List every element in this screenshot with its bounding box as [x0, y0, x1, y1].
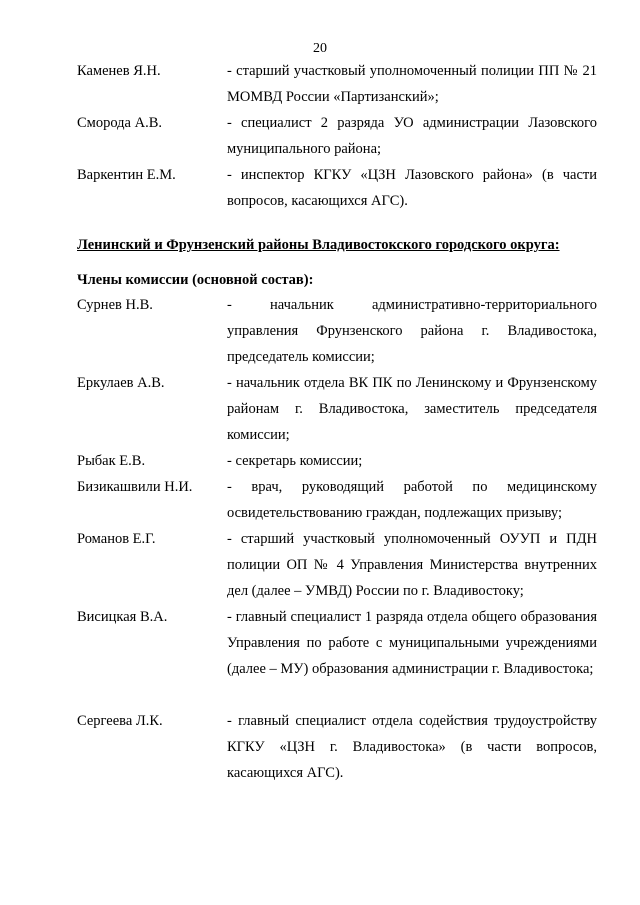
commission-members-list	[77, 292, 597, 786]
list-item	[77, 110, 597, 162]
member-name: Варкентин Е.М.	[77, 167, 176, 183]
list-item	[77, 292, 597, 370]
member-description: - специалист 2 разряда УО администрации Лазовского муниципального района;	[227, 115, 597, 157]
list-item	[77, 604, 597, 708]
top-entries-list	[77, 58, 597, 214]
member-description: - секретарь комиссии;	[227, 453, 363, 469]
member-description: - начальник административно-территориального управления Фрунзенского района г. Владивостока, председатель комиссии;	[227, 297, 597, 365]
member-name: Сурнев Н.В.	[77, 297, 153, 313]
member-name: Еркулаев А.В.	[77, 375, 165, 391]
list-item	[77, 370, 597, 448]
member-description: - инспектор КГКУ «ЦЗН Лазовского района» (в части вопросов, касающихся АГС).	[227, 167, 597, 209]
member-name: Каменев Я.Н.	[77, 63, 161, 79]
member-name: Романов Е.Г.	[77, 531, 156, 547]
member-description: - старший участковый уполномоченный полиции ПП № 21 МОМВД России «Партизанский»;	[227, 63, 597, 105]
member-name: Сергеева Л.К.	[77, 713, 163, 729]
list-item	[77, 708, 597, 786]
list-item	[77, 474, 597, 526]
member-description: - старший участковый уполномоченный ОУУП и ПДН полиции ОП № 4 Управления Министерства внутренних дел (далее – УМВД) России по г. Владивостоку;	[227, 531, 597, 599]
member-description: - начальник отдела ВК ПК по Ленинскому и Фрунзенскому районам г. Владивостока, заместитель председателя комиссии;	[227, 375, 597, 443]
member-name: Бизикашвили Н.И.	[77, 479, 193, 495]
member-name: Рыбак Е.В.	[77, 453, 146, 469]
list-item	[77, 58, 597, 110]
list-item	[77, 448, 597, 474]
member-name: Висицкая В.А.	[77, 609, 168, 625]
list-item	[77, 526, 597, 604]
member-name: Сморода А.В.	[77, 115, 163, 131]
subsection-title: Члены комиссии (основной состав):	[77, 272, 314, 288]
member-description: - главный специалист 1 разряда отдела общего образования Управления по работе с муниципальными учреждениями (далее – МУ) образования администрации г. Владивостока;	[227, 609, 597, 677]
page-number: 20	[313, 41, 327, 56]
section-title: Ленинский и Фрунзенский районы Владивостокского городского округа:	[77, 237, 560, 253]
member-description: - врач, руководящий работой по медицинскому освидетельствованию граждан, подлежащих призыву;	[227, 479, 597, 521]
list-item	[77, 162, 597, 214]
member-description: - главный специалист отдела содействия трудоустройству КГКУ «ЦЗН г. Владивостока» (в части вопросов, касающихся АГС).	[227, 713, 597, 781]
